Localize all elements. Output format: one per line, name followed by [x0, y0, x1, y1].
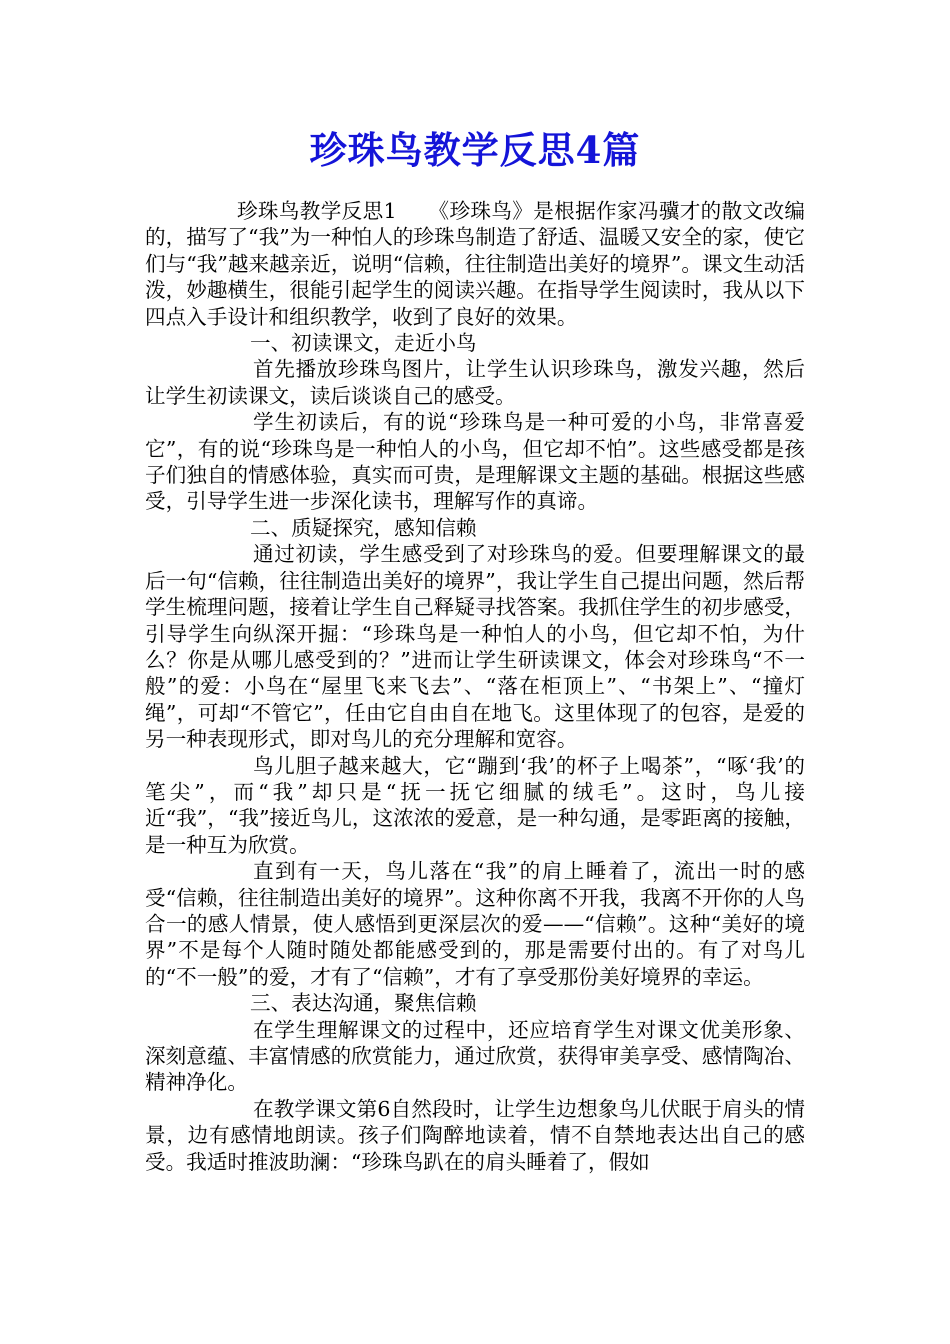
section-heading-3: 三、表达沟通，聚焦信赖: [250, 991, 477, 1016]
paragraph: 直到有一天，鸟儿落在“我”的肩上睡着了，流出一时的感受“信赖，往往制造出美好的境界”。这种你离不开我，我离不开你的人鸟合一的感人情景，使人感悟到更深层次的爱——“信赖”。这种“美好的境界”不是每个人随时随处都能感受到的，那是需要付出的。有了对鸟儿的“不一般”的爱，才有了“信赖”，才有了享受那份美好境界的幸运。: [145, 859, 805, 989]
paragraph: 鸟儿胆子越来越大，它“蹦到‘我’的杯子上喝茶”，“啄‘我’的笔尖”，而“我”却只是“抚一抚它细腻的绒毛”。这时，鸟儿接近“我”，“我”接近鸟儿，这浓浓的爱意，是一种勾通，是零距离的接触，是一种互为欣赏。: [145, 753, 805, 857]
document-title: 珍珠鸟教学反思4篇: [309, 128, 641, 172]
paragraph-intro: 珍珠鸟教学反思1 《珍珠鸟》是根据作家冯骥才的散文改编的，描写了“我”为一种怕人的珍珠鸟制造了舒适、温暖又安全的家，使它们与“我”越来越亲近，说明“信赖，往往制造出美好的境界”。课文生动活泼，妙趣横生，很能引起学生的阅读兴趣。在指导学生阅读时，我从以下四点入手设计和组织教学，收到了良好的效果。: [145, 199, 805, 329]
section-heading-2: 二、质疑探究，感知信赖: [250, 515, 477, 540]
paragraph: 学生初读后，有的说“珍珠鸟是一种可爱的小鸟，非常喜爱它”，有的说“珍珠鸟是一种怕人的小鸟，但它却不怕”。这些感受都是孩子们独自的情感体验，真实而可贵，是理解课文主题的基础。根据这些感受，引导学生进一步深化读书，理解写作的真谛。: [145, 410, 805, 514]
paragraph: 首先播放珍珠鸟图片，让学生认识珍珠鸟，激发兴趣，然后让学生初读课文，读后谈谈自己的感受。: [145, 357, 805, 408]
paragraph: 在学生理解课文的过程中，还应培育学生对课文优美形象、深刻意蕴、丰富情感的欣赏能力，通过欣赏，获得审美享受、感情陶冶、精神净化。: [145, 1017, 805, 1095]
paragraph: 在教学课文第6自然段时，让学生边想象鸟儿伏眠于肩头的情景，边有感情地朗读。孩子们陶醉地读着，情不自禁地表达出自己的感受。我适时推波助澜：“珍珠鸟趴在的肩头睡着了，假如: [145, 1096, 805, 1174]
paragraph: 通过初读，学生感受到了对珍珠鸟的爱。但要理解课文的最后一句“信赖，往往制造出美好的境界”，我让学生自己提出问题，然后帮学生梳理问题，接着让学生自己释疑寻找答案。我抓住学生的初步感受，引导学生向纵深开掘：“珍珠鸟是一种怕人的小鸟，但它却不怕，为什么？你是从哪儿感受到的？”进而让学生研读课文，体会对珍珠鸟“不一般”的爱：小鸟在“屋里飞来飞去”、“落在柜顶上”、“书架上”、“撞灯绳”，可却“不管它”，任由它自由自在地飞。这里体现了的包容，是爱的另一种表现形式，即对鸟儿的充分理解和宽容。: [145, 542, 805, 752]
document-body: [145, 198, 805, 1175]
section-heading-1: 一、初读课文，走近小鸟: [250, 331, 477, 356]
